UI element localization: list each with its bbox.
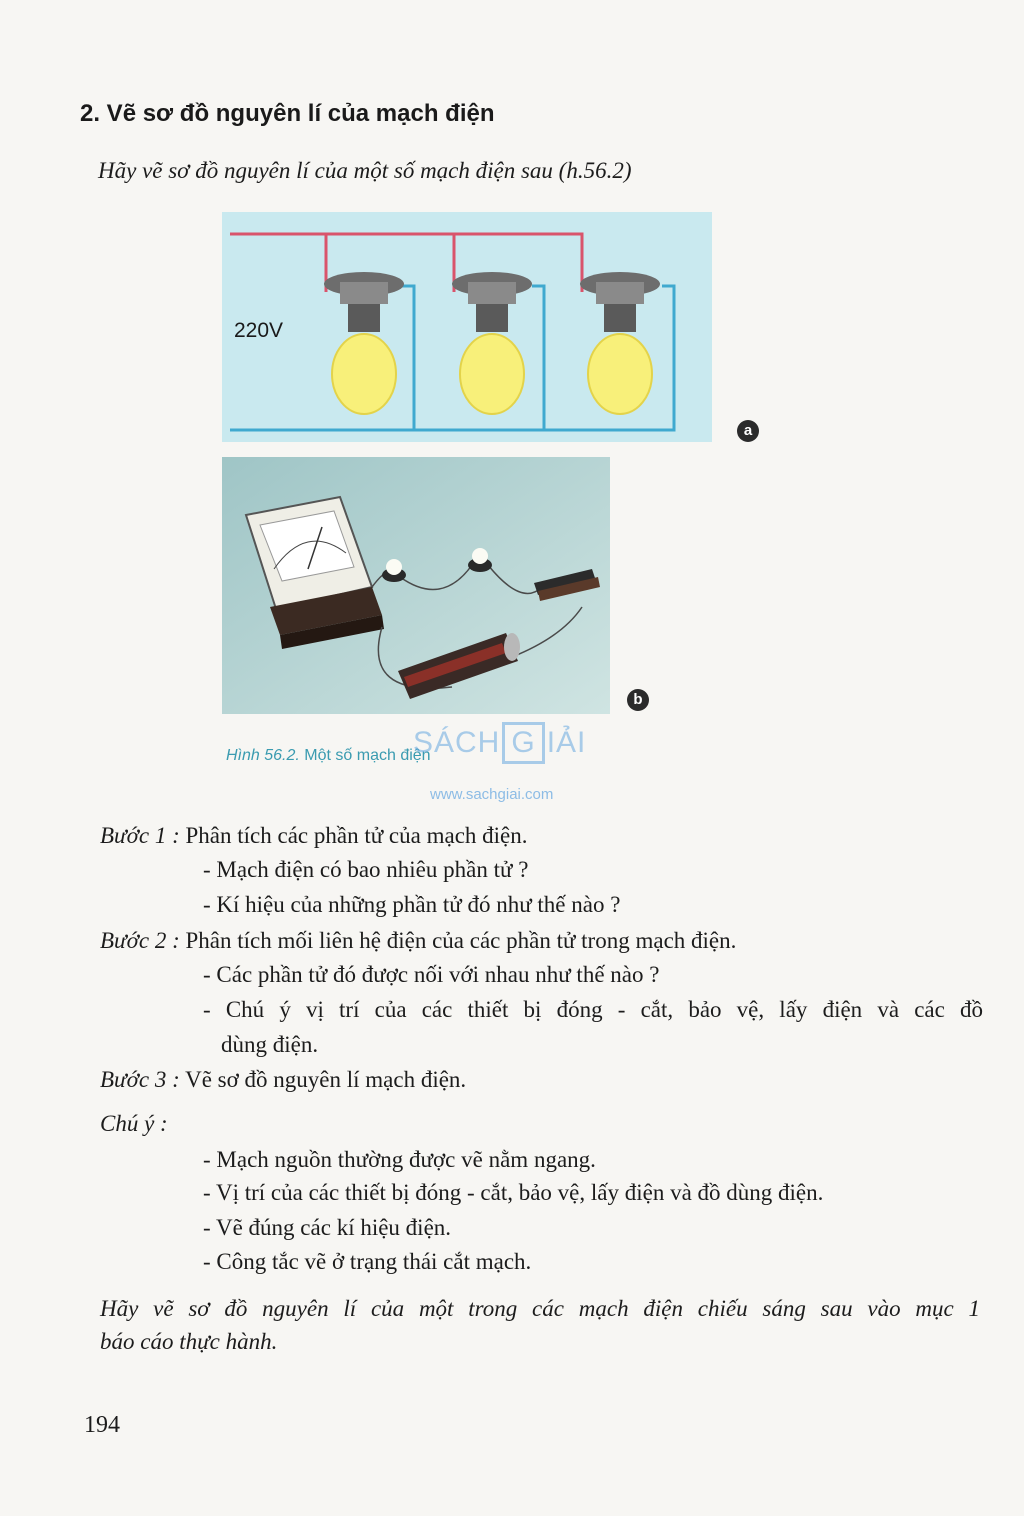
note-item-3: - Vẽ đúng các kí hiệu điện.	[203, 1215, 452, 1240]
step-1-item-2: - Kí hiệu của những phần tử đó như thế nào ?	[203, 892, 621, 917]
watermark-left: SÁCH	[413, 726, 501, 759]
step-2-item-3: dùng điện.	[221, 1032, 319, 1057]
figure-b-photo-circuit	[222, 457, 610, 714]
note-item-2: - Vị trí của các thiết bị đóng - cắt, bảo vệ, lấy điện và đồ dùng điện.	[203, 1180, 824, 1205]
voltage-label: 220V	[234, 319, 284, 342]
step-1	[100, 823, 528, 849]
step-3-label: Bước 3 :	[100, 1067, 180, 1092]
closing-instruction	[100, 1292, 980, 1358]
step-2-item-1: - Các phần tử đó được nối với nhau như thế nào ?	[203, 962, 660, 987]
figure-a-lamp-circuit	[222, 212, 712, 442]
step-1-item-1: - Mạch điện có bao nhiêu phần tử ?	[203, 857, 529, 882]
figure-label-b: b	[627, 689, 649, 711]
section-heading: 2. Vẽ sơ đồ nguyên lí của mạch điện	[80, 100, 495, 127]
step-3	[100, 1067, 466, 1093]
note-item-4: - Công tắc vẽ ở trạng thái cắt mạch.	[203, 1249, 532, 1274]
caption-label: Hình 56.2.	[226, 747, 300, 764]
watermark-box: G	[502, 722, 544, 764]
step-2-text: Phân tích mối liên hệ điện của các phần tử trong mạch điện.	[185, 928, 737, 953]
step-2-label: Bước 2 :	[100, 928, 180, 953]
closing-line-2: báo cáo thực hành.	[100, 1329, 278, 1354]
step-3-text: Vẽ sơ đồ nguyên lí mạch điện.	[185, 1067, 467, 1092]
figure-label-a: a	[737, 420, 759, 442]
note-item-1: - Mạch nguồn thường được vẽ nằm ngang.	[203, 1147, 596, 1172]
page-number: 194	[84, 1412, 120, 1438]
note-label: Chú ý :	[100, 1111, 168, 1136]
intro-text: Hãy vẽ sơ đồ nguyên lí của một số mạch điện sau (h.56.2)	[98, 158, 632, 183]
closing-line-1: Hãy vẽ sơ đồ nguyên lí của một trong các mạch điện chiếu sáng sau vào mục 1	[100, 1296, 980, 1321]
step-1-label: Bước 1 :	[100, 823, 180, 848]
step-2	[100, 928, 736, 954]
watermark-url: www.sachgiai.com	[430, 786, 554, 803]
step-1-text: Phân tích các phần tử của mạch điện.	[185, 823, 528, 848]
watermark-right: IẢI	[546, 726, 587, 759]
caption-text: Một số mạch điện	[304, 747, 431, 764]
figure-caption	[226, 747, 431, 765]
step-2-item-2: - Chú ý vị trí của các thiết bị đóng - cắt, bảo vệ, lấy điện và các đồ	[203, 997, 983, 1022]
watermark-logo	[413, 722, 586, 764]
